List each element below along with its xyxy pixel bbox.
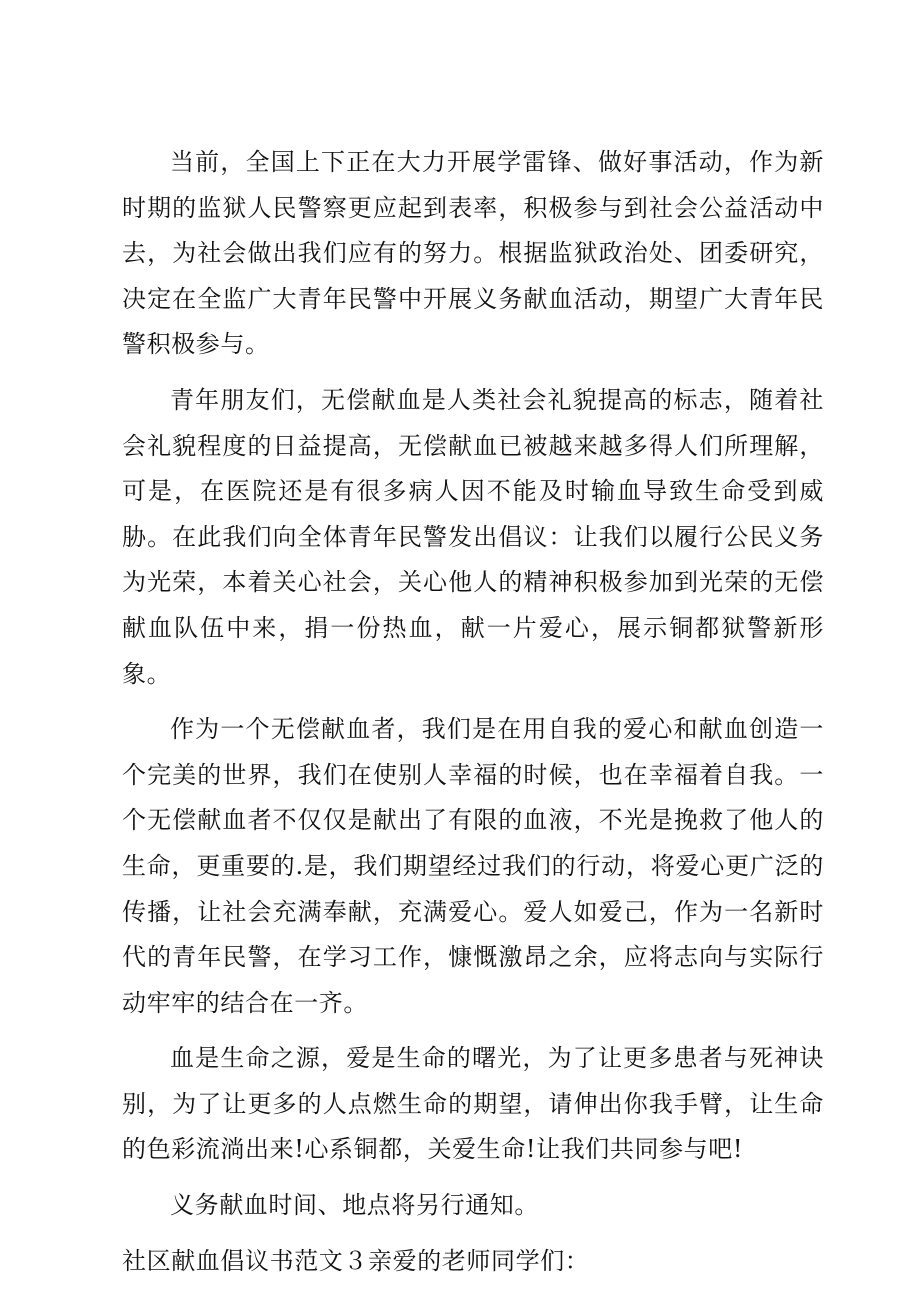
paragraph-notice: 义务献血时间、地点将另行通知。 [170, 1191, 539, 1220]
document-body [122, 140, 824, 1294]
next-section-heading: 社区献血倡议书范文３亲爱的老师同学们： [122, 1246, 590, 1275]
paragraph-closing: 血是生命之源，爱是生命的曙光，为了让更多患者与死神诀别，为了让更多的人点燃生命的期望，请伸出你我手臂，让生命的色彩流淌出来!心系铜都，关爱生命!让我们共同参与吧! [122, 1044, 824, 1164]
paragraph-intro: 当前，全国上下正在大力开展学雷锋、做好事活动，作为新时期的监狱人民警察更应起到表率，积极参与到社会公益活动中去，为社会做出我们应有的努力。根据监狱政治处、团委研究，决定在全监广大青年民警中开展义务献血活动，期望广大青年民警积极参与。 [122, 148, 824, 359]
paragraph-meaning: 作为一个无偿献血者，我们是在用自我的爱心和献血创造一个完美的世界，我们在使别人幸福的时候，也在幸福着自我。一个无偿献血者不仅仅是献出了有限的血液，不光是挽救了他人的生命，更重要的.是，我们期望经过我们的行动，将爱心更广泛的传播，让社会充满奉献，充满爱心。爱人如爱己，作为一名新时代的青年民警，在学习工作，慷慨激昂之余，应将志向与实际行动牢牢的结合在一齐。 [122, 715, 824, 1017]
paragraph-appeal: 青年朋友们，无偿献血是人类社会礼貌提高的标志，随着社会礼貌程度的日益提高，无偿献血已被越来越多得人们所理解，可是，在医院还是有很多病人因不能及时输血导致生命受到威胁。在此我们向全体青年民警发出倡议：让我们以履行公民义务为光荣，本着关心社会，关心他人的精神积极参加到光荣的无偿献血队伍中来，捐一份热血，献一片爱心，展示铜都狱警新形象。 [122, 385, 824, 688]
